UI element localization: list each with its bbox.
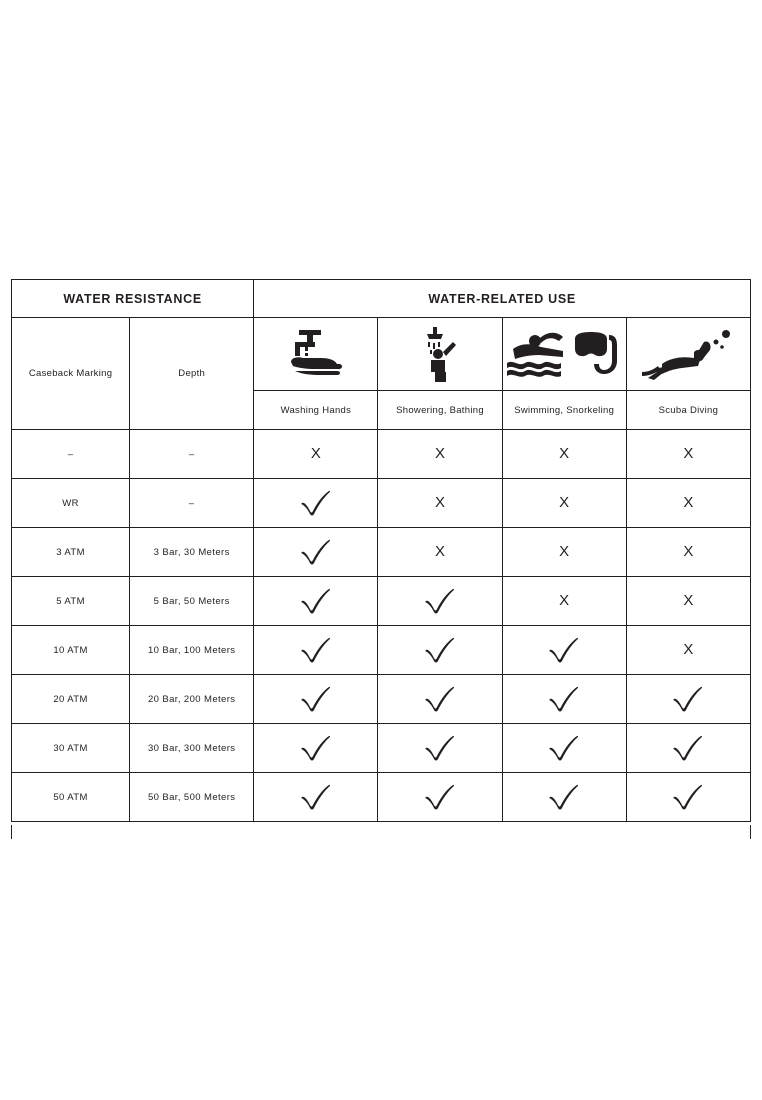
cell-depth: 50 Bar, 500 Meters (130, 773, 254, 822)
subheader-depth: Depth (130, 318, 254, 430)
cell-showering-bathing (378, 773, 502, 822)
header-water-resistance: WATER RESISTANCE (12, 280, 254, 318)
cell-caseback-marking: 10 ATM (12, 626, 130, 675)
cell-caseback-marking: 30 ATM (12, 724, 130, 773)
cell-showering-bathing (378, 675, 502, 724)
cell-washing-hands (254, 773, 378, 822)
cell-depth: 3 Bar, 30 Meters (130, 528, 254, 577)
table-row (12, 724, 751, 773)
mark-check (254, 588, 377, 614)
cell-washing-hands (254, 724, 378, 773)
mark-check (503, 637, 626, 663)
cell-washing-hands (254, 479, 378, 528)
use-label-washing-hands: Washing Hands (254, 391, 378, 430)
scuba-diver-icon-cell (626, 318, 750, 391)
water-resistance-table (11, 279, 751, 822)
mark-check (254, 637, 377, 663)
cell-washing-hands (254, 675, 378, 724)
cell-swimming-snorkeling (502, 626, 626, 675)
cell-swimming-snorkeling (502, 724, 626, 773)
use-label-swimming-snorkeling: Swimming, Snorkeling (502, 391, 626, 430)
cell-washing-hands (254, 430, 378, 479)
cell-caseback-marking: WR (12, 479, 130, 528)
cell-scuba-diving (626, 724, 750, 773)
cell-scuba-diving (626, 577, 750, 626)
subheader-caseback-marking: Caseback Marking (12, 318, 130, 430)
table-row (12, 430, 751, 479)
mark-check (254, 735, 377, 761)
swimmer-mask-snorkel-icon (503, 329, 626, 379)
table-row (12, 528, 751, 577)
mark-check (503, 784, 626, 810)
shower-person-icon (378, 326, 501, 382)
mark-check (378, 784, 501, 810)
cell-depth: 30 Bar, 300 Meters (130, 724, 254, 773)
mark-x: X (559, 543, 570, 560)
mark-check (378, 588, 501, 614)
water-resistance-table-wrapper (11, 279, 751, 822)
mark-check (503, 735, 626, 761)
cell-caseback-marking: – (12, 430, 130, 479)
cell-caseback-marking: 20 ATM (12, 675, 130, 724)
mark-x: X (683, 641, 694, 658)
mark-check (378, 637, 501, 663)
cell-depth: – (130, 430, 254, 479)
mark-check (254, 490, 377, 516)
cell-swimming-snorkeling (502, 479, 626, 528)
mark-check (627, 686, 750, 712)
mark-check (627, 735, 750, 761)
cell-depth: 10 Bar, 100 Meters (130, 626, 254, 675)
mark-x: X (683, 494, 694, 511)
mark-x: X (683, 592, 694, 609)
mark-x: X (559, 445, 570, 462)
use-label-showering-bathing: Showering, Bathing (378, 391, 502, 430)
shower-person-icon-cell (378, 318, 502, 391)
scuba-diver-icon (627, 328, 750, 380)
mark-x: X (310, 445, 321, 462)
cell-swimming-snorkeling (502, 430, 626, 479)
use-label-scuba-diving: Scuba Diving (626, 391, 750, 430)
cell-showering-bathing (378, 430, 502, 479)
cell-swimming-snorkeling (502, 528, 626, 577)
mark-x: X (435, 445, 446, 462)
header-water-related-use: WATER-RELATED USE (254, 280, 751, 318)
mark-x: X (559, 494, 570, 511)
cell-scuba-diving (626, 479, 750, 528)
mark-x: X (683, 543, 694, 560)
mark-x: X (683, 445, 694, 462)
cell-scuba-diving (626, 528, 750, 577)
cell-scuba-diving (626, 626, 750, 675)
cell-depth: – (130, 479, 254, 528)
mark-check (254, 686, 377, 712)
table-row (12, 479, 751, 528)
mark-x: X (435, 543, 446, 560)
cell-showering-bathing (378, 479, 502, 528)
cell-scuba-diving (626, 430, 750, 479)
mark-x: X (435, 494, 446, 511)
cell-showering-bathing (378, 577, 502, 626)
cell-swimming-snorkeling (502, 773, 626, 822)
cell-showering-bathing (378, 528, 502, 577)
table-row (12, 773, 751, 822)
cell-caseback-marking: 3 ATM (12, 528, 130, 577)
swimmer-mask-snorkel-icon-cell (502, 318, 626, 391)
table-icon-row (12, 318, 751, 391)
cell-caseback-marking: 5 ATM (12, 577, 130, 626)
cell-swimming-snorkeling (502, 675, 626, 724)
table-row (12, 577, 751, 626)
cell-showering-bathing (378, 626, 502, 675)
cell-swimming-snorkeling (502, 577, 626, 626)
table-row (12, 675, 751, 724)
mark-check (378, 686, 501, 712)
cell-depth: 5 Bar, 50 Meters (130, 577, 254, 626)
mark-check (378, 735, 501, 761)
faucet-hands-icon-cell (254, 318, 378, 391)
cell-depth: 20 Bar, 200 Meters (130, 675, 254, 724)
table-bottom-extension (11, 825, 751, 839)
cell-scuba-diving (626, 773, 750, 822)
cell-scuba-diving (626, 675, 750, 724)
mark-check (254, 784, 377, 810)
cell-caseback-marking: 50 ATM (12, 773, 130, 822)
table-header-row (12, 280, 751, 318)
cell-washing-hands (254, 577, 378, 626)
mark-x: X (559, 592, 570, 609)
cell-washing-hands (254, 626, 378, 675)
cell-washing-hands (254, 528, 378, 577)
cell-showering-bathing (378, 724, 502, 773)
table-row (12, 626, 751, 675)
mark-check (503, 686, 626, 712)
mark-check (254, 539, 377, 565)
faucet-hands-icon (254, 328, 377, 380)
mark-check (627, 784, 750, 810)
